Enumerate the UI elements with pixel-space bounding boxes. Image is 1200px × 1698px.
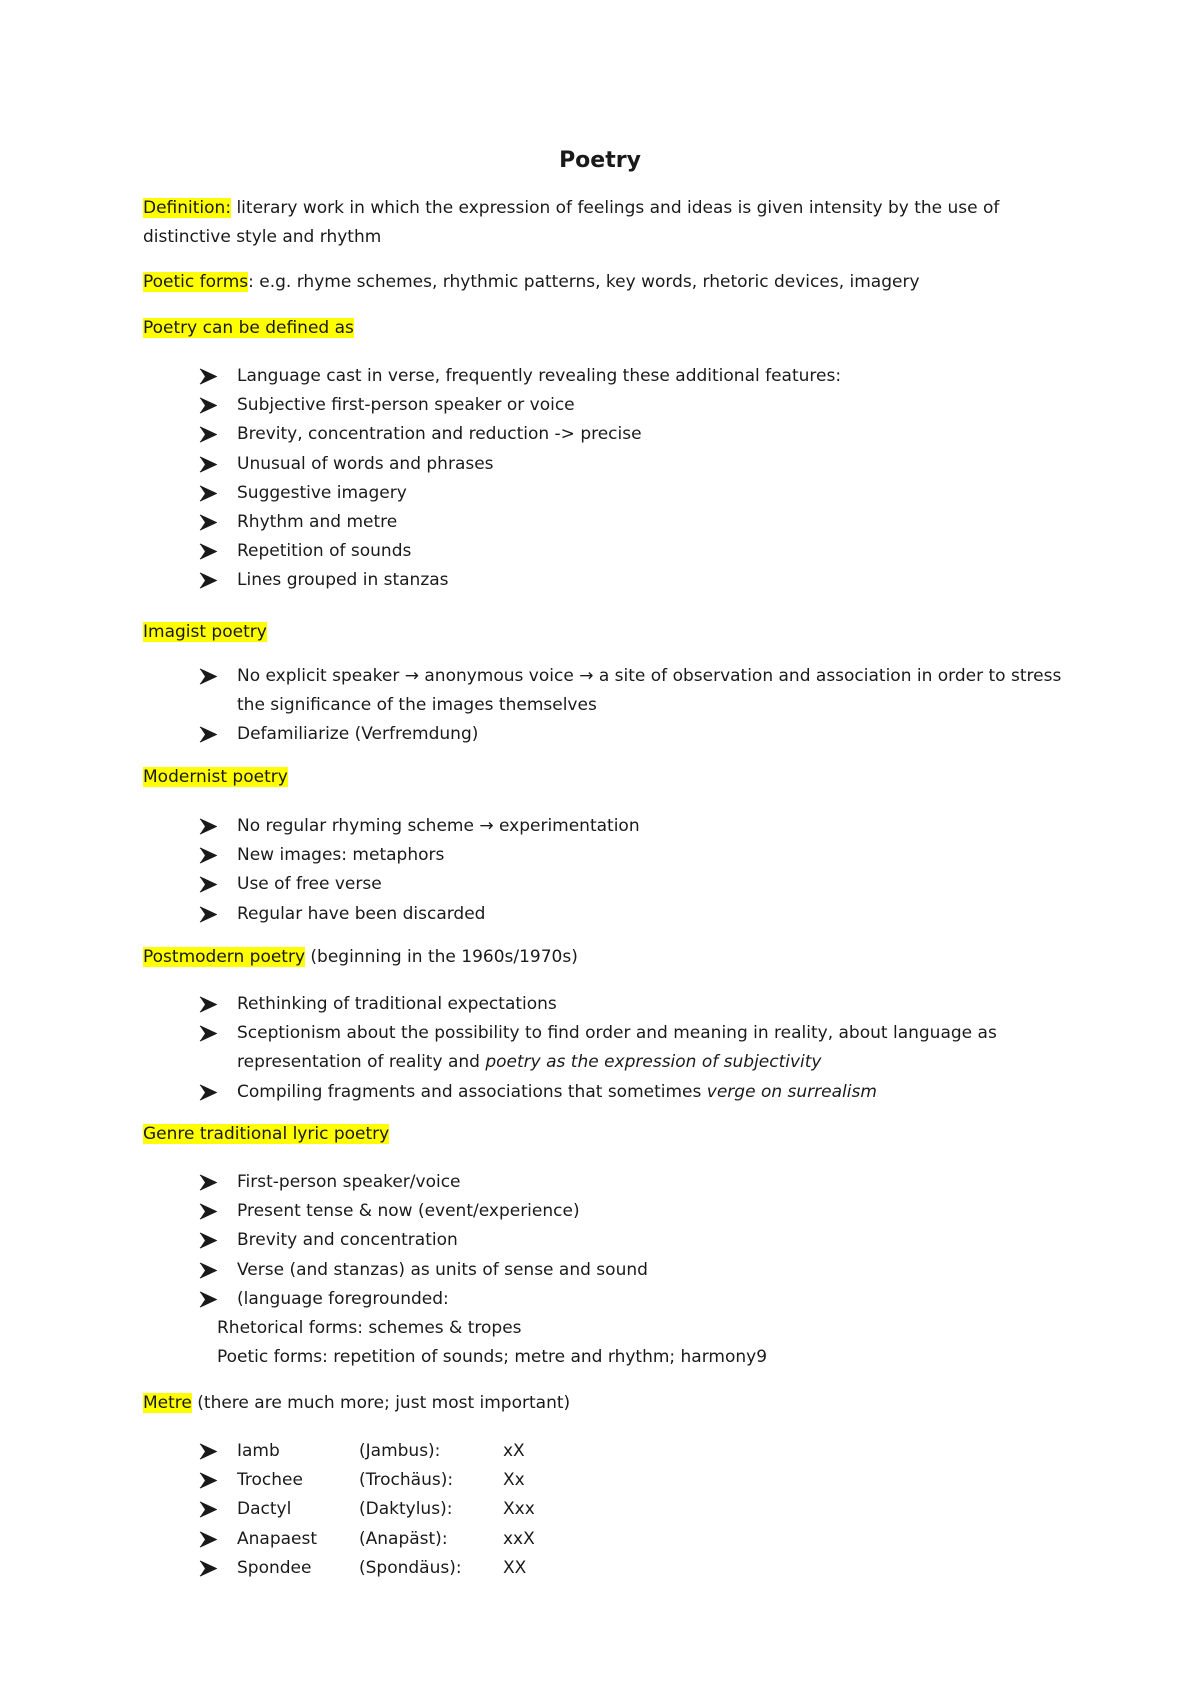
imagist-list	[199, 662, 1079, 750]
arrowhead-bullet-icon	[199, 870, 221, 899]
postmodern-list	[199, 990, 1079, 1107]
list-item: Subjective first-person speaker or voice	[199, 391, 1079, 420]
arrowhead-bullet-icon	[199, 362, 221, 391]
definition-label: Definition:	[143, 198, 232, 218]
list-item: No explicit speaker → anonymous voice → a site of observation and association in order to stress the significance of the images themselves	[199, 662, 1079, 720]
imagist-heading	[143, 618, 1073, 647]
list-item: Suggestive imagery	[199, 479, 1079, 508]
poetic-forms-line: Poetic forms: repetition of sounds; metre and rhythm; harmony9	[217, 1347, 768, 1367]
list-item: No regular rhyming scheme → experimentation	[199, 812, 1079, 841]
list-item: Sceptionism about the possibility to find order and meaning in reality, about language as representation of reality and poetry as the expression of subjectivity	[199, 1019, 1079, 1077]
list-item: Lines grouped in stanzas	[199, 566, 1079, 595]
arrowhead-bullet-icon	[199, 508, 221, 537]
arrowhead-bullet-icon	[199, 1078, 221, 1107]
list-item: Language cast in verse, frequently revealing these additional features:	[199, 362, 1079, 391]
postmodern-heading-suffix: (beginning in the 1960s/1970s)	[305, 947, 578, 967]
list-item: Brevity, concentration and reduction -> precise	[199, 420, 1079, 449]
arrowhead-bullet-icon	[199, 1197, 221, 1226]
arrowhead-bullet-icon	[199, 391, 221, 420]
definition-paragraph	[143, 194, 1073, 252]
defined-as-list	[199, 362, 1079, 596]
definition-text: literary work in which the expression of feelings and ideas is given intensity by the use of distinctive style and rhythm	[143, 198, 1000, 247]
list-item: Verse (and stanzas) as units of sense and sound	[199, 1256, 1079, 1285]
arrowhead-bullet-icon	[199, 990, 221, 1019]
arrowhead-bullet-icon	[199, 812, 221, 841]
lyric-list	[199, 1168, 1079, 1314]
metre-heading-suffix: (there are much more; just most important)	[191, 1393, 571, 1413]
lyric-heading	[143, 1120, 1073, 1149]
metre-row: Trochee (Trochäus): Xx	[199, 1466, 1079, 1495]
list-item: Repetition of sounds	[199, 537, 1079, 566]
metre-row: Dactyl (Daktylus): Xxx	[199, 1495, 1079, 1524]
arrowhead-bullet-icon	[199, 450, 221, 479]
list-item: Use of free verse	[199, 870, 1079, 899]
rhetorical-forms-line: Rhetorical forms: schemes & tropes	[217, 1318, 522, 1338]
poetic-forms-label: Poetic forms	[143, 272, 249, 292]
arrowhead-bullet-icon	[199, 566, 221, 595]
arrowhead-bullet-icon	[199, 1525, 221, 1554]
defined-as-heading	[143, 314, 1073, 343]
defined-as-heading-text: Poetry can be defined as	[143, 318, 354, 338]
list-item: Unusual of words and phrases	[199, 450, 1079, 479]
arrowhead-bullet-icon	[199, 537, 221, 566]
metre-row: Iamb (Jambus): xX	[199, 1437, 1079, 1466]
arrowhead-bullet-icon	[199, 420, 221, 449]
list-item: Regular have been discarded	[199, 900, 1079, 929]
metre-list	[199, 1437, 1079, 1583]
arrowhead-bullet-icon	[199, 1256, 221, 1285]
metre-row: Anapaest (Anapäst): xxX	[199, 1525, 1079, 1554]
metre-row: Spondee (Spondäus): XX	[199, 1554, 1079, 1583]
page-title: Poetry	[559, 148, 641, 173]
arrowhead-bullet-icon	[199, 662, 221, 691]
lyric-heading-text: Genre traditional lyric poetry	[143, 1124, 390, 1144]
list-item: Defamiliarize (Verfremdung)	[199, 720, 1079, 749]
arrowhead-bullet-icon	[199, 1495, 221, 1524]
arrowhead-bullet-icon	[199, 1285, 221, 1314]
arrowhead-bullet-icon	[199, 1554, 221, 1583]
list-item: Rhythm and metre	[199, 508, 1079, 537]
poetic-forms-paragraph	[143, 268, 1073, 297]
postmodern-heading	[143, 943, 1073, 972]
arrowhead-bullet-icon	[199, 841, 221, 870]
arrowhead-bullet-icon	[199, 1168, 221, 1197]
list-item: Compiling fragments and associations that sometimes verge on surrealism	[199, 1078, 1079, 1107]
arrowhead-bullet-icon	[199, 1019, 221, 1048]
arrowhead-bullet-icon	[199, 1437, 221, 1466]
metre-heading	[143, 1389, 1073, 1418]
metre-heading-text: Metre	[143, 1393, 192, 1413]
list-item: Brevity and concentration	[199, 1226, 1079, 1255]
list-item: (language foregrounded:	[199, 1285, 1079, 1314]
modernist-heading-text: Modernist poetry	[143, 767, 288, 787]
list-item: Present tense & now (event/experience)	[199, 1197, 1079, 1226]
arrowhead-bullet-icon	[199, 720, 221, 749]
imagist-heading-text: Imagist poetry	[143, 622, 267, 642]
list-item: New images: metaphors	[199, 841, 1079, 870]
modernist-heading	[143, 763, 1073, 792]
arrowhead-bullet-icon	[199, 1226, 221, 1255]
arrowhead-bullet-icon	[199, 900, 221, 929]
arrowhead-bullet-icon	[199, 1466, 221, 1495]
modernist-list	[199, 812, 1079, 929]
arrowhead-bullet-icon	[199, 479, 221, 508]
list-item: First-person speaker/voice	[199, 1168, 1079, 1197]
postmodern-heading-text: Postmodern poetry	[143, 947, 306, 967]
list-item: Rethinking of traditional expectations	[199, 990, 1079, 1019]
poetic-forms-text: : e.g. rhyme schemes, rhythmic patterns, key words, rhetoric devices, imagery	[248, 272, 920, 292]
